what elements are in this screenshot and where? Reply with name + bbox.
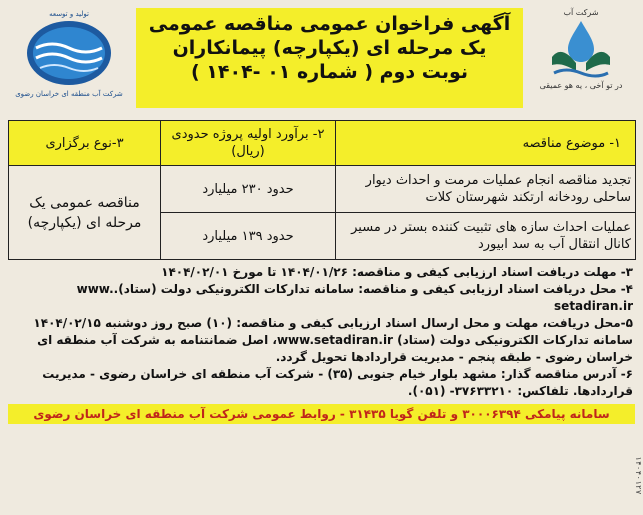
note-location: ۴- محل دریافت اسناد ارزیابی کیفی و مناقصه: سامانه تدارکات الکترونیکی دولت (ستاد).www. setadiran.ir: [76, 282, 633, 313]
tender-type-cell: مناقصه عمومی یک مرحله ای (یکپارچه): [9, 166, 161, 260]
footer-bar: سامانه پیامکی ۳۰۰۰۶۳۹۴ و تلفن گویا ۳۱۴۳۵ - روابط عمومی شرکت آب منطقه ای خراسان رضوی: [8, 404, 635, 424]
header-type: ۳-نوع برگزاری: [9, 121, 161, 166]
logo-caption: شرکت آب: [563, 8, 599, 17]
header-subject: ۱- موضوع مناقصه: [336, 121, 636, 166]
title-box: [136, 8, 523, 108]
tender-table: [8, 120, 636, 260]
row-1-subject: تجدید مناقصه انجام عملیات مرمت و احداث دیوار ساحلی رودخانه ارتکند شهرستان کلات: [336, 166, 636, 213]
table-row: [9, 166, 636, 213]
header-estimate: ۲- برآورد اولیه پروژه حدودی (ریال): [161, 121, 336, 166]
row-2-estimate: حدود ۱۳۹ میلیارد: [161, 213, 336, 260]
side-number: ۱۴۰۴۰۱۲۷: [634, 456, 643, 495]
logo-left-topline: تولید و توسعه: [49, 10, 89, 18]
row-2-subject: عملیات احداث سازه های تثبیت کننده بستر در مسیر کانال انتقال آب به سد ابیورد: [336, 213, 636, 260]
header: [8, 6, 635, 114]
title-line-3: نوبت دوم ( شماره ۰۱ -۱۴۰۴ ): [190, 61, 469, 83]
waves-emblem-icon: [24, 18, 114, 88]
title-line-2: یک مرحله ای (یکپارچه) پیمانکاران: [172, 37, 487, 59]
regional-water-logo: [14, 10, 124, 108]
notes-section: [8, 264, 635, 400]
water-drop-hands-icon: [546, 17, 616, 79]
row-1-estimate: حدود ۲۳۰ میلیارد: [161, 166, 336, 213]
note-address: ۶- آدرس مناقصه گذار: مشهد بلوار خیام جنوبی (۳۵) - شرکت آب منطقه ای خراسان رضوی - مدیریت قراردادها. تلفاکس: ۳۷۶۳۳۲۱۰- (۰۵۱).: [42, 367, 633, 398]
logo-left-bottomline: شرکت آب منطقه ای خراسان رضوی: [15, 90, 123, 98]
note-deadline: ۳- مهلت دریافت اسناد ارزیابی کیفی و مناقصه: ۱۴۰۴/۰۱/۲۶ تا مورخ ۱۴۰۴/۰۲/۰۱: [161, 265, 633, 279]
note-submission: ۵-محل دریافت، مهلت و محل ارسال اسناد ارزیابی کیفی و مناقصه: (۱۰) صبح روز دوشنبه ۱۴۰۴/۰۲/۱۵ سامانه تدارکات الکترونیکی دولت (ستاد) www.setadiran.ir، اصل ضمانتنامه به شرکت آب منطقه ای خراسان رضوی - طبقه پنجم - مدیریت قراردادها تحویل گردد.: [33, 316, 633, 364]
logo-subtitle: در تو آخی ، یه هو عمیقی: [539, 81, 623, 90]
title-line-1: آگهی فراخوان عمومی مناقصه عمومی: [148, 13, 511, 35]
water-company-logo: [533, 8, 629, 108]
table-header-row: [9, 121, 636, 166]
